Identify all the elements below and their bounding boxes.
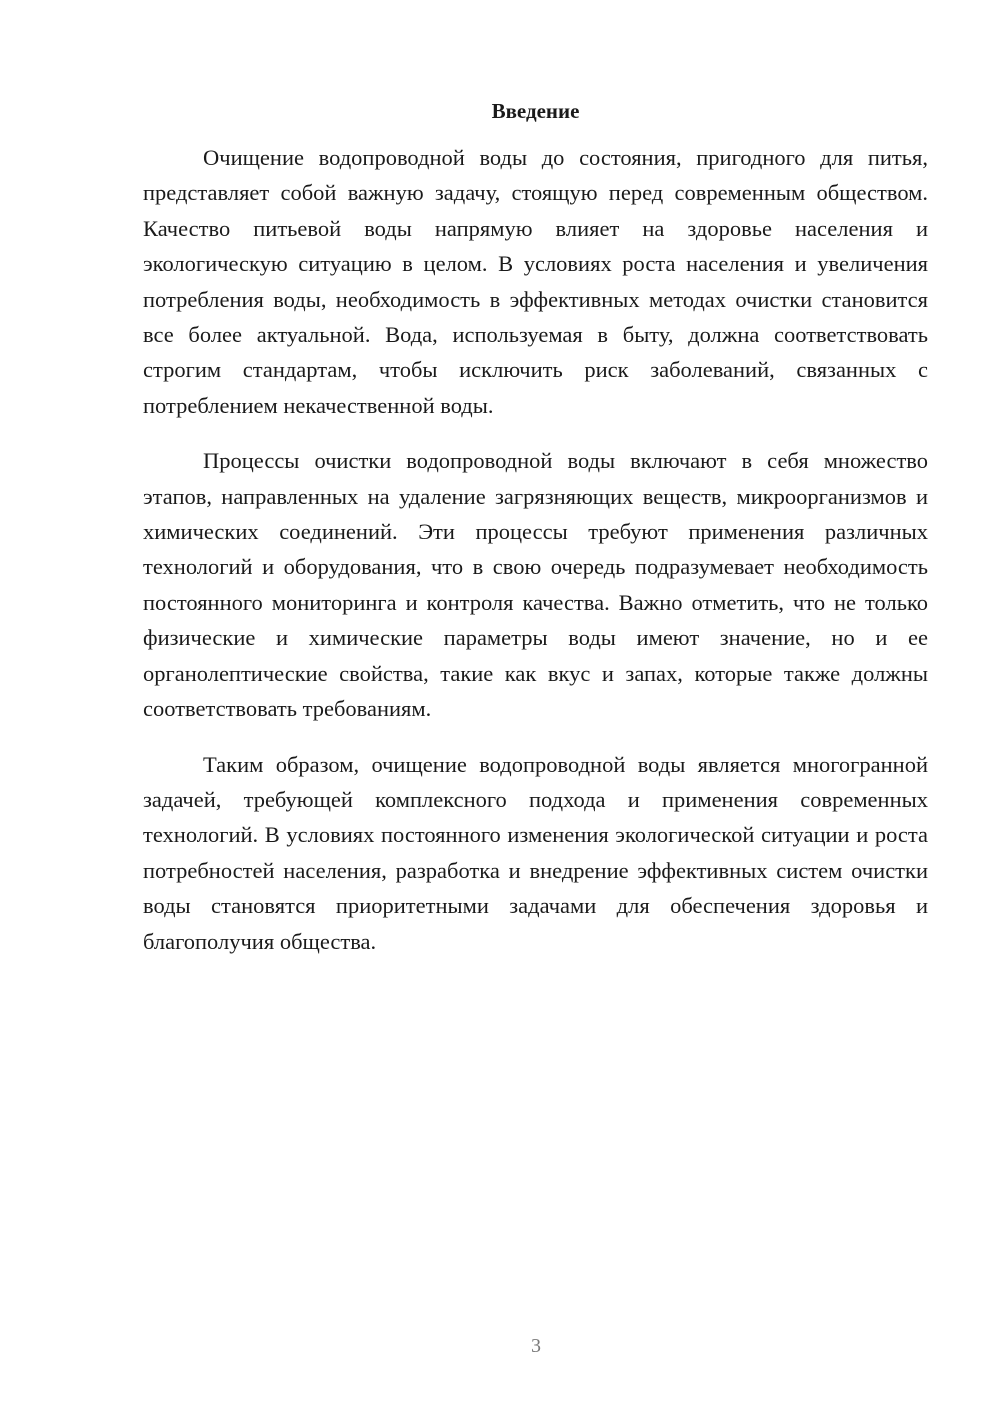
body-text — [143, 140, 928, 979]
paragraph-1: Очищение водопроводной воды до состояния, пригодного для питья, представляет собой важную задачу, стоящую перед современным обществом. Качество питьевой воды напрямую влияет на здоровье населения и экологическую ситуацию в целом. В условиях роста населения и увеличения потребления воды, необходимость в эффективных методах очистки становится все более актуальной. Вода, используемая в быту, должна соответствовать строгим стандартам, чтобы исключить риск заболеваний, связанных с потреблением некачественной воды. — [143, 145, 928, 418]
page-number: 3 — [531, 1335, 541, 1357]
paragraph-3: Таким образом, очищение водопроводной воды является многогранной задачей, требующей комплексного подхода и применения современных технологий. В условиях постоянного изменения экологической ситуации и роста потребностей населения, разработка и внедрение эффективных систем очистки воды становятся приоритетными задачами для обеспечения здоровья и благополучия общества. — [143, 751, 928, 954]
page-heading: Введение — [491, 99, 580, 123]
paragraph-2: Процессы очистки водопроводной воды включают в себя множество этапов, направленных на удаление загрязняющих веществ, микроорганизмов и химических соединений. Эти процессы требуют применения различных технологий и оборудования, что в свою очередь подразумевает необходимость постоянного мониторинга и контроля качества. Важно отметить, что не только физические и химические параметры воды имеют значение, но и ее органолептические свойства, такие как вкус и запах, которые также должны соответствовать требованиям. — [143, 448, 928, 722]
